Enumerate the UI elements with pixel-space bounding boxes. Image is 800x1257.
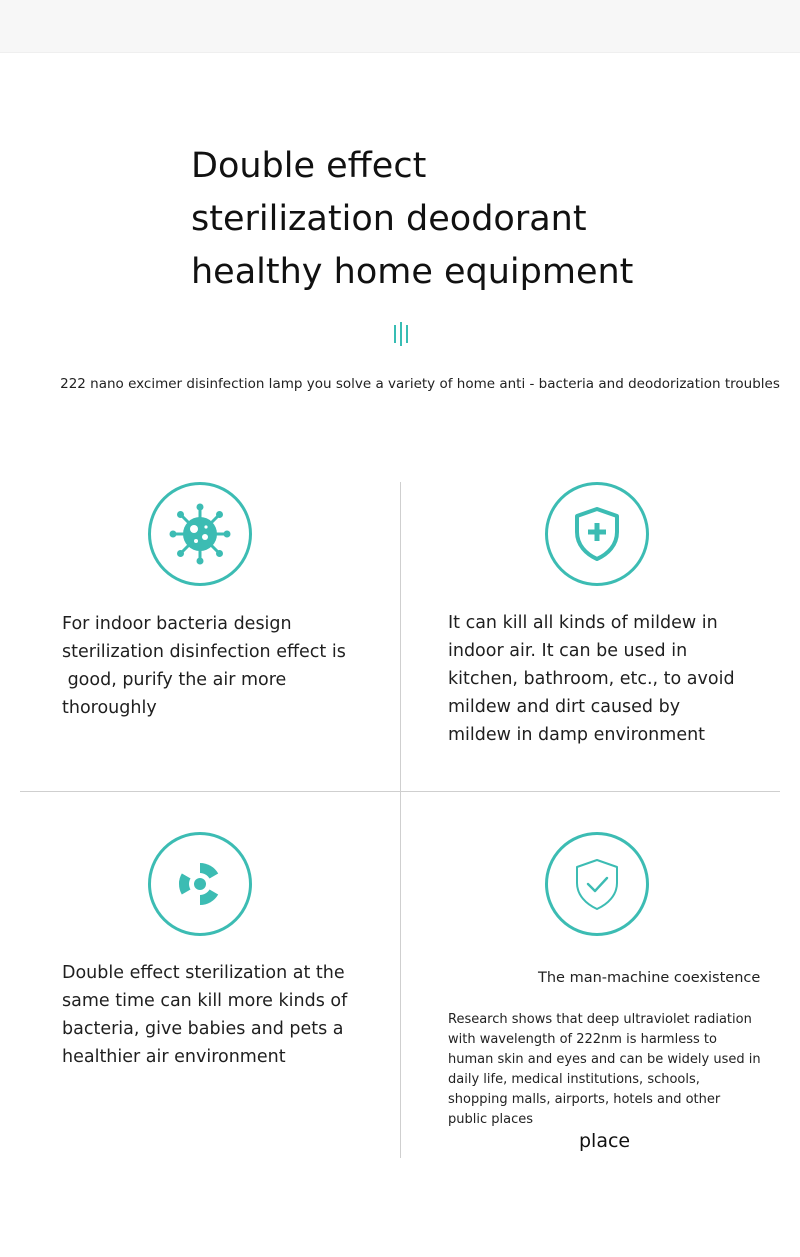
virus-icon: [148, 482, 252, 586]
place-label: place: [579, 1130, 631, 1152]
divider-mark: [393, 322, 409, 346]
headline-line-2: sterilization deodorant: [191, 199, 587, 239]
feature-text-mildew: It can kill all kinds of mildew in indoor air. It can be used in kitchen, bathroom, etc., to avoid mildew and dirt caused by mildew in damp environment: [448, 613, 735, 745]
feature-text-bacteria: For indoor bacteria design sterilization disinfection effect is good, purify the air more thoroughly: [62, 614, 346, 718]
shield-check-icon: [545, 832, 649, 936]
headline: [191, 140, 751, 299]
grid-horizontal-divider: [20, 791, 780, 792]
headline-line-3: healthy home equipment: [191, 252, 634, 292]
top-bar: [0, 0, 800, 53]
radiation-icon: [148, 832, 252, 936]
feature-text-double-effect: Double effect sterilization at the same time can kill more kinds of bacteria, give babies and pets a healthier air environment: [62, 963, 348, 1067]
feature-text-research: Research shows that deep ultraviolet radiation with wavelength of 222nm is harmless to human skin and eyes and can be widely used in daily life, medical institutions, schools, shopping malls, airports, hotels and other public places: [448, 1012, 761, 1127]
shield-plus-icon: [545, 482, 649, 586]
coexistence-title: The man-machine coexistence: [538, 970, 761, 986]
headline-line-1: Double effect: [191, 146, 427, 186]
grid-vertical-divider: [400, 482, 401, 1158]
subtitle: 222 nano excimer disinfection lamp you solve a variety of home anti - bacteria and deodorization troubles: [60, 376, 780, 392]
